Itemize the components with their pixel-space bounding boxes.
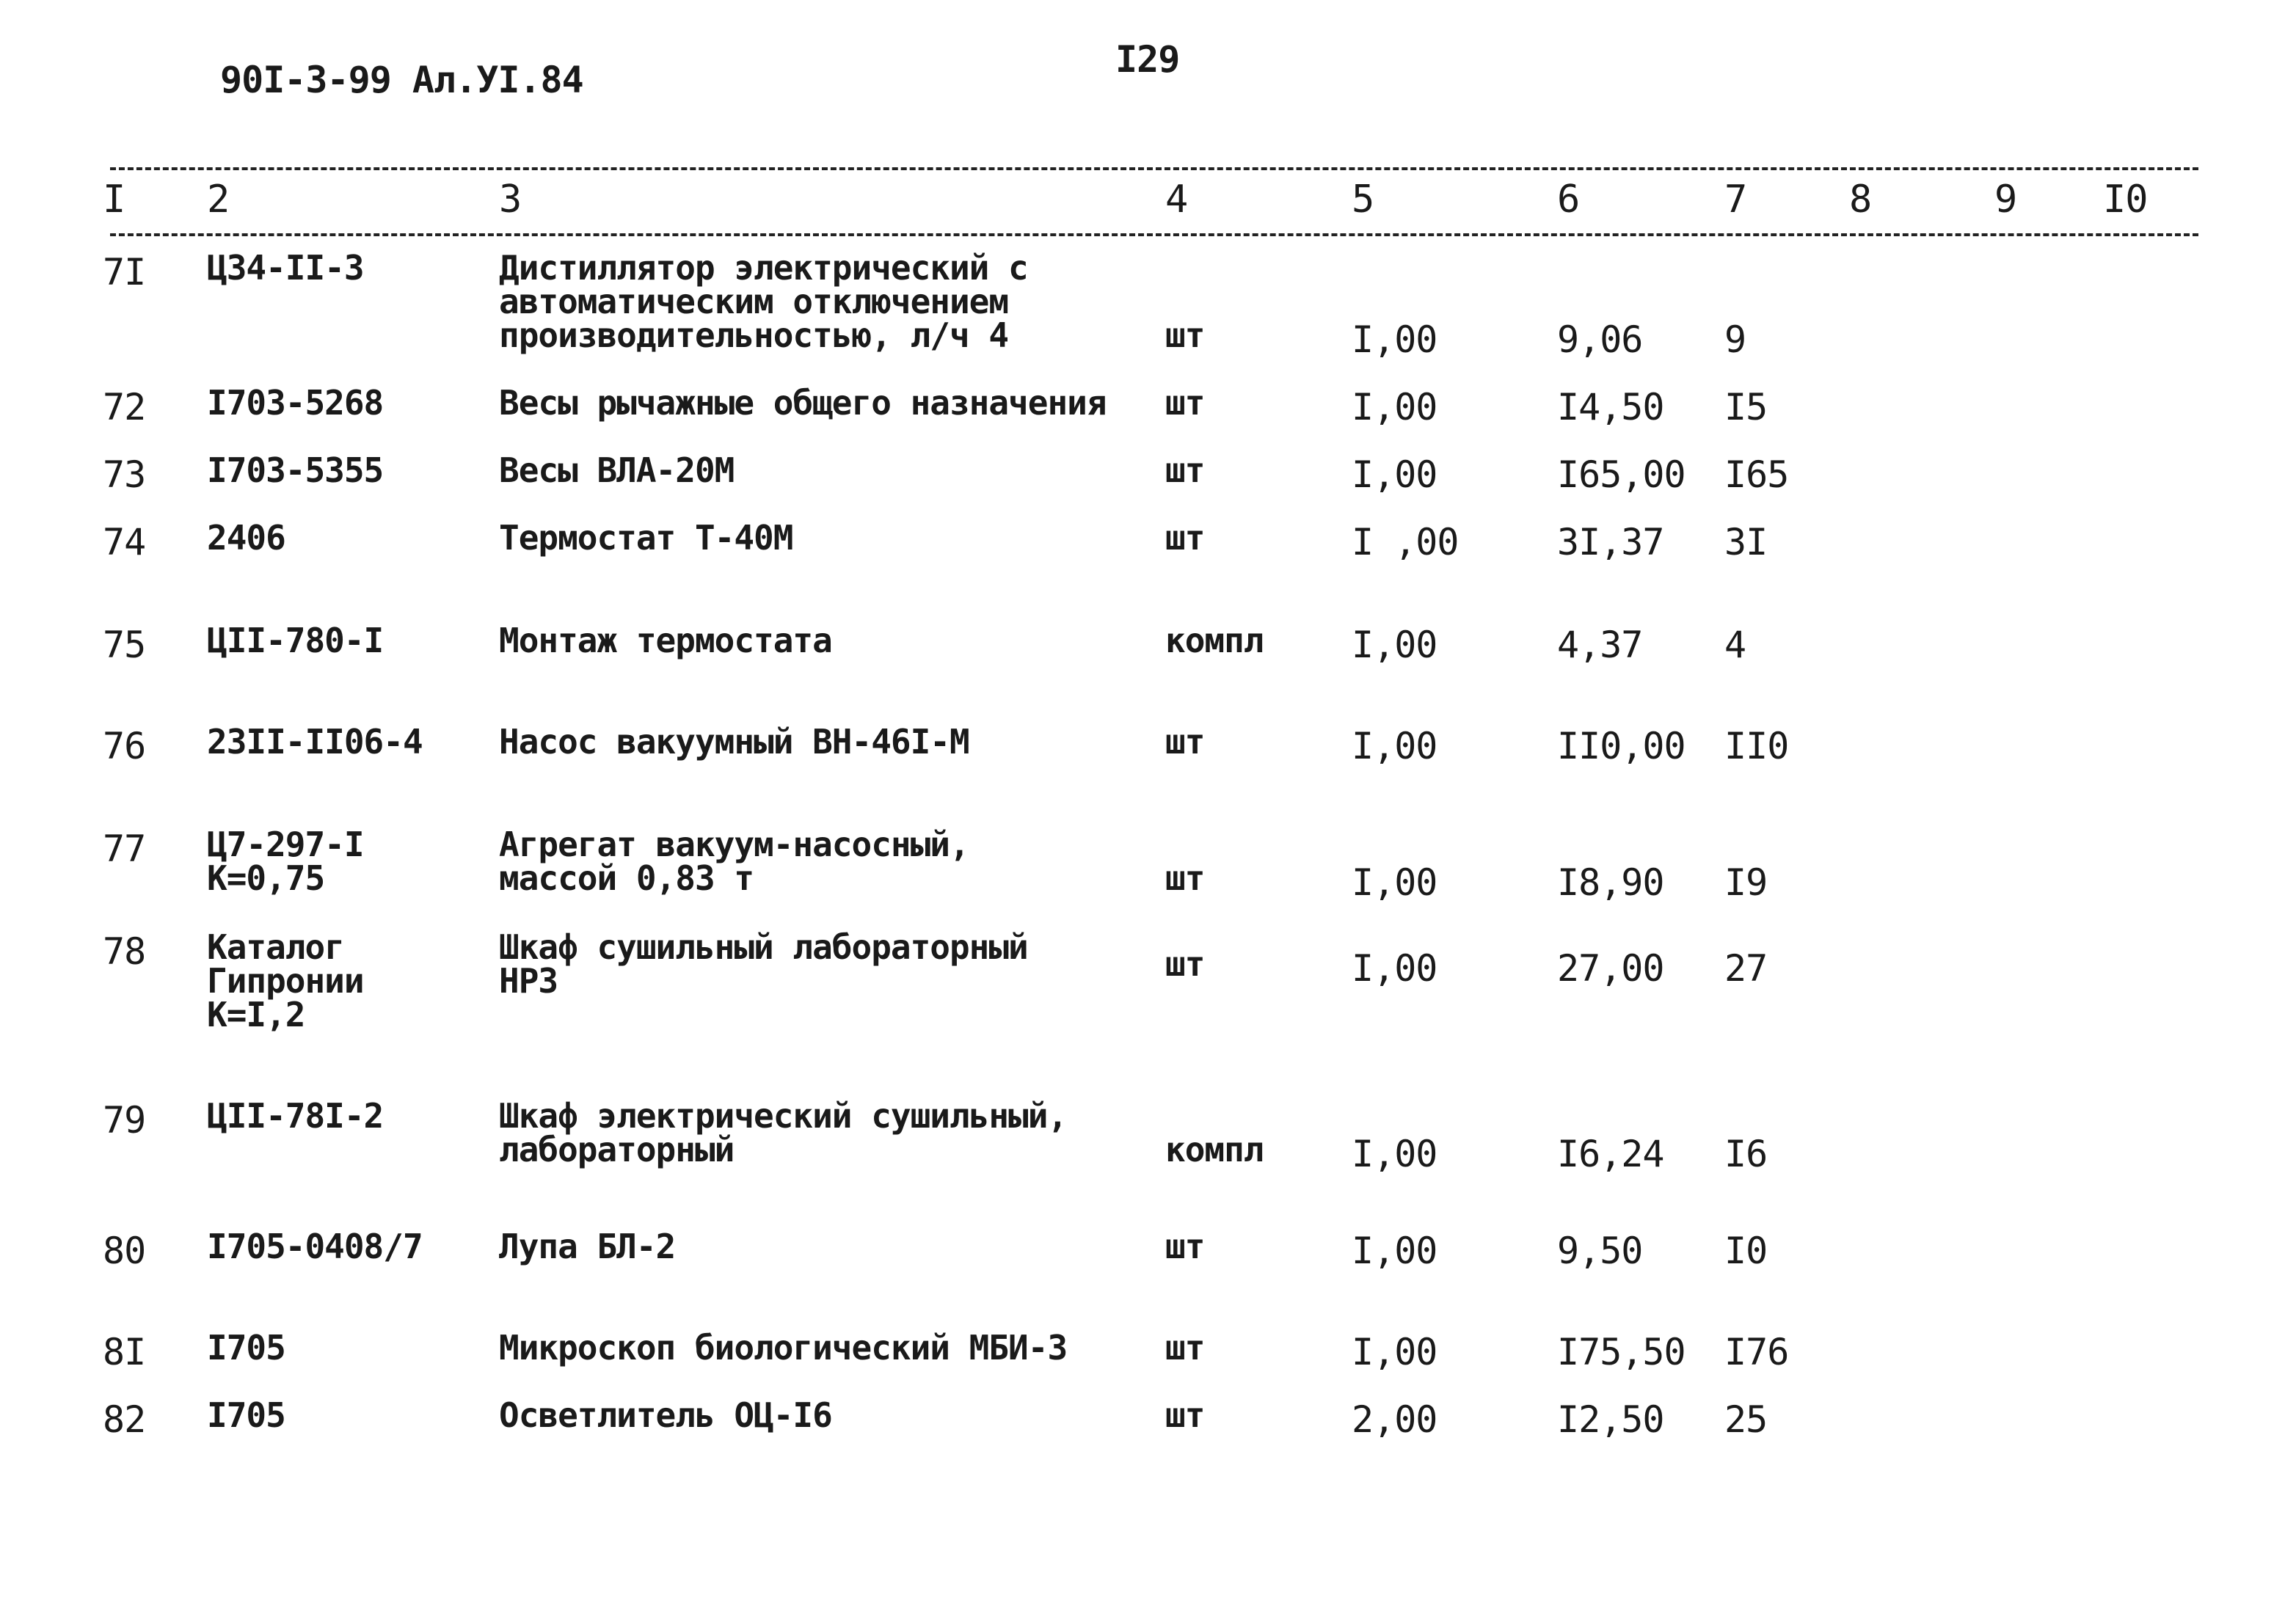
item-price: II0,00 [1557, 725, 1685, 767]
item-description: Насос вакуумный ВН-46I-М [499, 722, 969, 762]
item-total: 25 [1724, 1398, 1768, 1441]
item-price: I2,50 [1557, 1398, 1664, 1441]
row-number: 8I [103, 1331, 146, 1373]
item-quantity: I,00 [1352, 624, 1437, 666]
item-code: ЦII-78I-2 [207, 1096, 384, 1136]
column-header: 7 [1724, 178, 1747, 222]
item-price: I6,24 [1557, 1133, 1664, 1175]
item-price: 27,00 [1557, 947, 1664, 990]
item-code: Каталог Гипронии К=I,2 [207, 927, 364, 1034]
item-unit: шт [1165, 1395, 1205, 1435]
column-header: 8 [1849, 178, 1872, 222]
item-unit: шт [1165, 722, 1205, 762]
item-description: Микроскоп биологический МБИ-3 [499, 1328, 1068, 1368]
item-description: Шкаф электрический сушильный, лабораторный [499, 1096, 1068, 1169]
row-number: 78 [103, 930, 146, 973]
row-number: 75 [103, 624, 146, 666]
item-description: Осветлитель ОЦ-I6 [499, 1395, 832, 1435]
item-unit: шт [1165, 944, 1205, 984]
item-unit: шт [1165, 1227, 1205, 1266]
item-code: I703-5355 [207, 450, 384, 490]
item-code: I705-0408/7 [207, 1227, 423, 1266]
item-description: Термостат Т-40М [499, 518, 793, 558]
item-total: 27 [1724, 947, 1768, 990]
row-number: 79 [103, 1099, 146, 1142]
document-code: 90I-3-99 Ал.УI.84 [220, 59, 583, 101]
item-total: 4 [1724, 624, 1746, 666]
item-unit: шт [1165, 450, 1205, 490]
item-quantity: 2,00 [1352, 1398, 1437, 1441]
item-price: 3I,37 [1557, 521, 1664, 563]
item-quantity: I,00 [1352, 725, 1437, 767]
item-unit: компл [1165, 621, 1264, 660]
column-header: 6 [1557, 178, 1580, 222]
column-header: 2 [207, 178, 230, 222]
item-total: 3I [1724, 521, 1768, 563]
item-quantity: I,00 [1352, 318, 1437, 361]
column-header: I0 [2103, 178, 2148, 222]
item-price: 9,06 [1557, 318, 1643, 361]
item-code: I705 [207, 1328, 285, 1368]
item-code: 23II-II06-4 [207, 722, 423, 762]
table-header-rule [110, 233, 2198, 236]
item-unit: компл [1165, 1130, 1264, 1169]
item-price: 9,50 [1557, 1230, 1643, 1272]
item-quantity: I ,00 [1352, 521, 1459, 563]
item-description: Дистиллятор электрический с автоматическим отключением производительностью, л/ч 4 [499, 248, 1028, 355]
item-unit: шт [1165, 518, 1205, 558]
table-top-rule [110, 167, 2198, 170]
item-price: 4,37 [1557, 624, 1643, 666]
item-unit: шт [1165, 858, 1205, 898]
item-description: Шкаф сушильный лабораторный НРЗ [499, 927, 1028, 1001]
item-price: I75,50 [1557, 1331, 1685, 1373]
item-code: Ц7-297-I К=0,75 [207, 825, 364, 898]
item-quantity: I,00 [1352, 861, 1437, 904]
row-number: 80 [103, 1230, 146, 1272]
item-unit: шт [1165, 315, 1205, 355]
item-total: 9 [1724, 318, 1746, 361]
page-number: I29 [1115, 38, 1180, 81]
item-description: Лупа БЛ-2 [499, 1227, 676, 1266]
item-code: I703-5268 [207, 383, 384, 423]
column-header: 4 [1165, 178, 1188, 222]
column-header: 9 [1994, 178, 2017, 222]
column-header: I [103, 178, 125, 222]
row-number: 72 [103, 386, 146, 428]
item-description: Монтаж термостата [499, 621, 832, 660]
item-price: I8,90 [1557, 861, 1664, 904]
item-code: ЦII-780-I [207, 621, 384, 660]
item-quantity: I,00 [1352, 947, 1437, 990]
item-unit: шт [1165, 1328, 1205, 1368]
column-header: 3 [499, 178, 522, 222]
item-quantity: I,00 [1352, 1331, 1437, 1373]
row-number: 73 [103, 453, 146, 496]
item-description: Весы ВЛА-20М [499, 450, 735, 490]
item-total: I9 [1724, 861, 1768, 904]
item-total: I6 [1724, 1133, 1768, 1175]
item-quantity: I,00 [1352, 1230, 1437, 1272]
item-code: Ц34-II-3 [207, 248, 364, 288]
item-total: I0 [1724, 1230, 1768, 1272]
item-price: I65,00 [1557, 453, 1685, 496]
row-number: 77 [103, 828, 146, 870]
item-price: I4,50 [1557, 386, 1664, 428]
item-description: Агрегат вакуум-насосный, массой 0,83 т [499, 825, 969, 898]
column-header: 5 [1352, 178, 1374, 222]
item-description: Весы рычажные общего назначения [499, 383, 1107, 423]
item-code: 2406 [207, 518, 285, 558]
row-number: 76 [103, 725, 146, 767]
item-quantity: I,00 [1352, 1133, 1437, 1175]
item-total: II0 [1724, 725, 1789, 767]
row-number: 82 [103, 1398, 146, 1441]
item-total: I5 [1724, 386, 1768, 428]
item-quantity: I,00 [1352, 386, 1437, 428]
row-number: 74 [103, 521, 146, 563]
item-total: I76 [1724, 1331, 1789, 1373]
item-unit: шт [1165, 383, 1205, 423]
item-quantity: I,00 [1352, 453, 1437, 496]
item-total: I65 [1724, 453, 1789, 496]
item-code: I705 [207, 1395, 285, 1435]
row-number: 7I [103, 251, 146, 293]
